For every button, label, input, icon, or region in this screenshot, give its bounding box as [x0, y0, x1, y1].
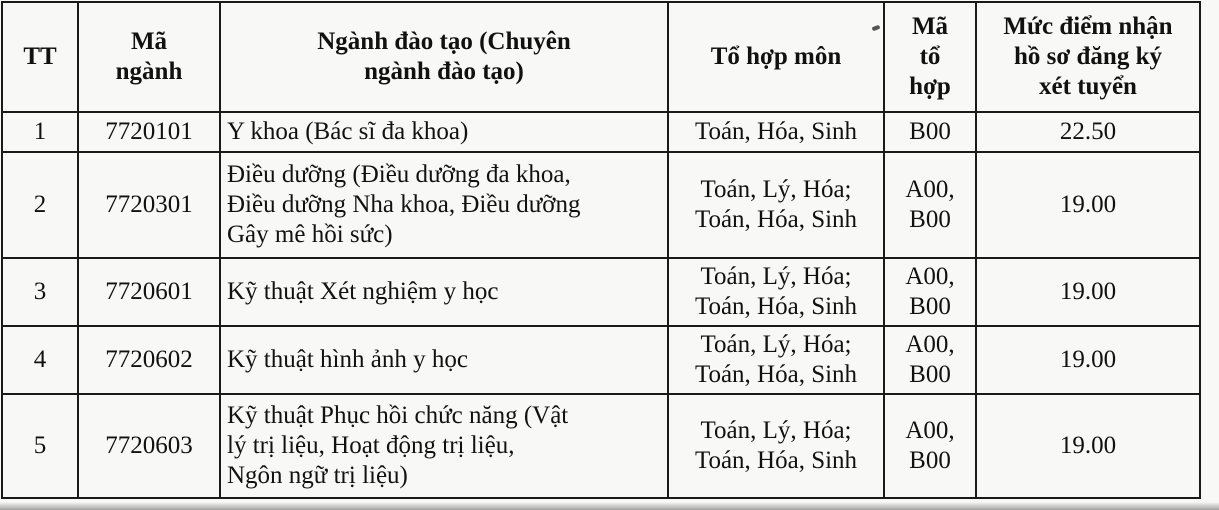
table-row: [2, 112, 1200, 152]
cell-to-hop-mon: Toán, Lý, Hóa; Toán, Hóa, Sinh: [668, 152, 884, 258]
cell-to-hop-mon: Toán, Hóa, Sinh: [668, 112, 884, 152]
header-muc-diem: Mức điểm nhận hồ sơ đăng ký xét tuyển: [976, 2, 1200, 112]
cell-tt: 2: [2, 152, 78, 258]
cell-tt: 3: [2, 258, 78, 326]
cell-to-hop-mon: Toán, Lý, Hóa; Toán, Hóa, Sinh: [668, 326, 884, 394]
cell-ma-nganh: 7720603: [78, 394, 220, 498]
cell-muc-diem: 19.00: [976, 326, 1200, 394]
cell-tt: 4: [2, 326, 78, 394]
cell-ma-nganh: 7720602: [78, 326, 220, 394]
cell-nganh: Kỹ thuật Xét nghiệm y học: [220, 258, 668, 326]
cell-ma-to-hop: A00, B00: [884, 152, 976, 258]
header-nganh-dao-tao: Ngành đào tạo (Chuyên ngành đào tạo): [220, 2, 668, 112]
cell-ma-nganh: 7720601: [78, 258, 220, 326]
cell-ma-nganh: 7720101: [78, 112, 220, 152]
header-ma-nganh: Mã ngành: [78, 2, 220, 112]
cell-muc-diem: 22.50: [976, 112, 1200, 152]
cell-muc-diem: 19.00: [976, 152, 1200, 258]
cell-tt: 1: [2, 112, 78, 152]
cell-nganh: Y khoa (Bác sĩ đa khoa): [220, 112, 668, 152]
cell-to-hop-mon: Toán, Lý, Hóa; Toán, Hóa, Sinh: [668, 394, 884, 498]
cell-ma-to-hop: A00, B00: [884, 394, 976, 498]
cell-ma-to-hop: A00, B00: [884, 326, 976, 394]
scan-bottom-shadow: [0, 502, 1219, 510]
cell-tt: 5: [2, 394, 78, 498]
cell-muc-diem: 19.00: [976, 394, 1200, 498]
cell-nganh: Kỹ thuật hình ảnh y học: [220, 326, 668, 394]
cell-nganh: Điều dưỡng (Điều dưỡng đa khoa, Điều dưỡng Nha khoa, Điều dưỡng Gây mê hồi sức): [220, 152, 668, 258]
table-header-row: [2, 2, 1200, 112]
cell-ma-to-hop: B00: [884, 112, 976, 152]
header-to-hop-mon: Tổ hợp môn: [668, 2, 884, 112]
header-tt: TT: [2, 2, 78, 112]
cell-to-hop-mon: Toán, Lý, Hóa; Toán, Hóa, Sinh: [668, 258, 884, 326]
header-ma-to-hop: Mã tổ hợp: [884, 2, 976, 112]
admission-score-table: [1, 1, 1201, 499]
table-row: [2, 326, 1200, 394]
table-row: [2, 152, 1200, 258]
cell-ma-nganh: 7720301: [78, 152, 220, 258]
cell-muc-diem: 19.00: [976, 258, 1200, 326]
cell-nganh: Kỹ thuật Phục hồi chức năng (Vật lý trị liệu, Hoạt động trị liệu, Ngôn ngữ trị liệu): [220, 394, 668, 498]
table-row: [2, 258, 1200, 326]
cell-ma-to-hop: A00, B00: [884, 258, 976, 326]
table-row: [2, 394, 1200, 498]
